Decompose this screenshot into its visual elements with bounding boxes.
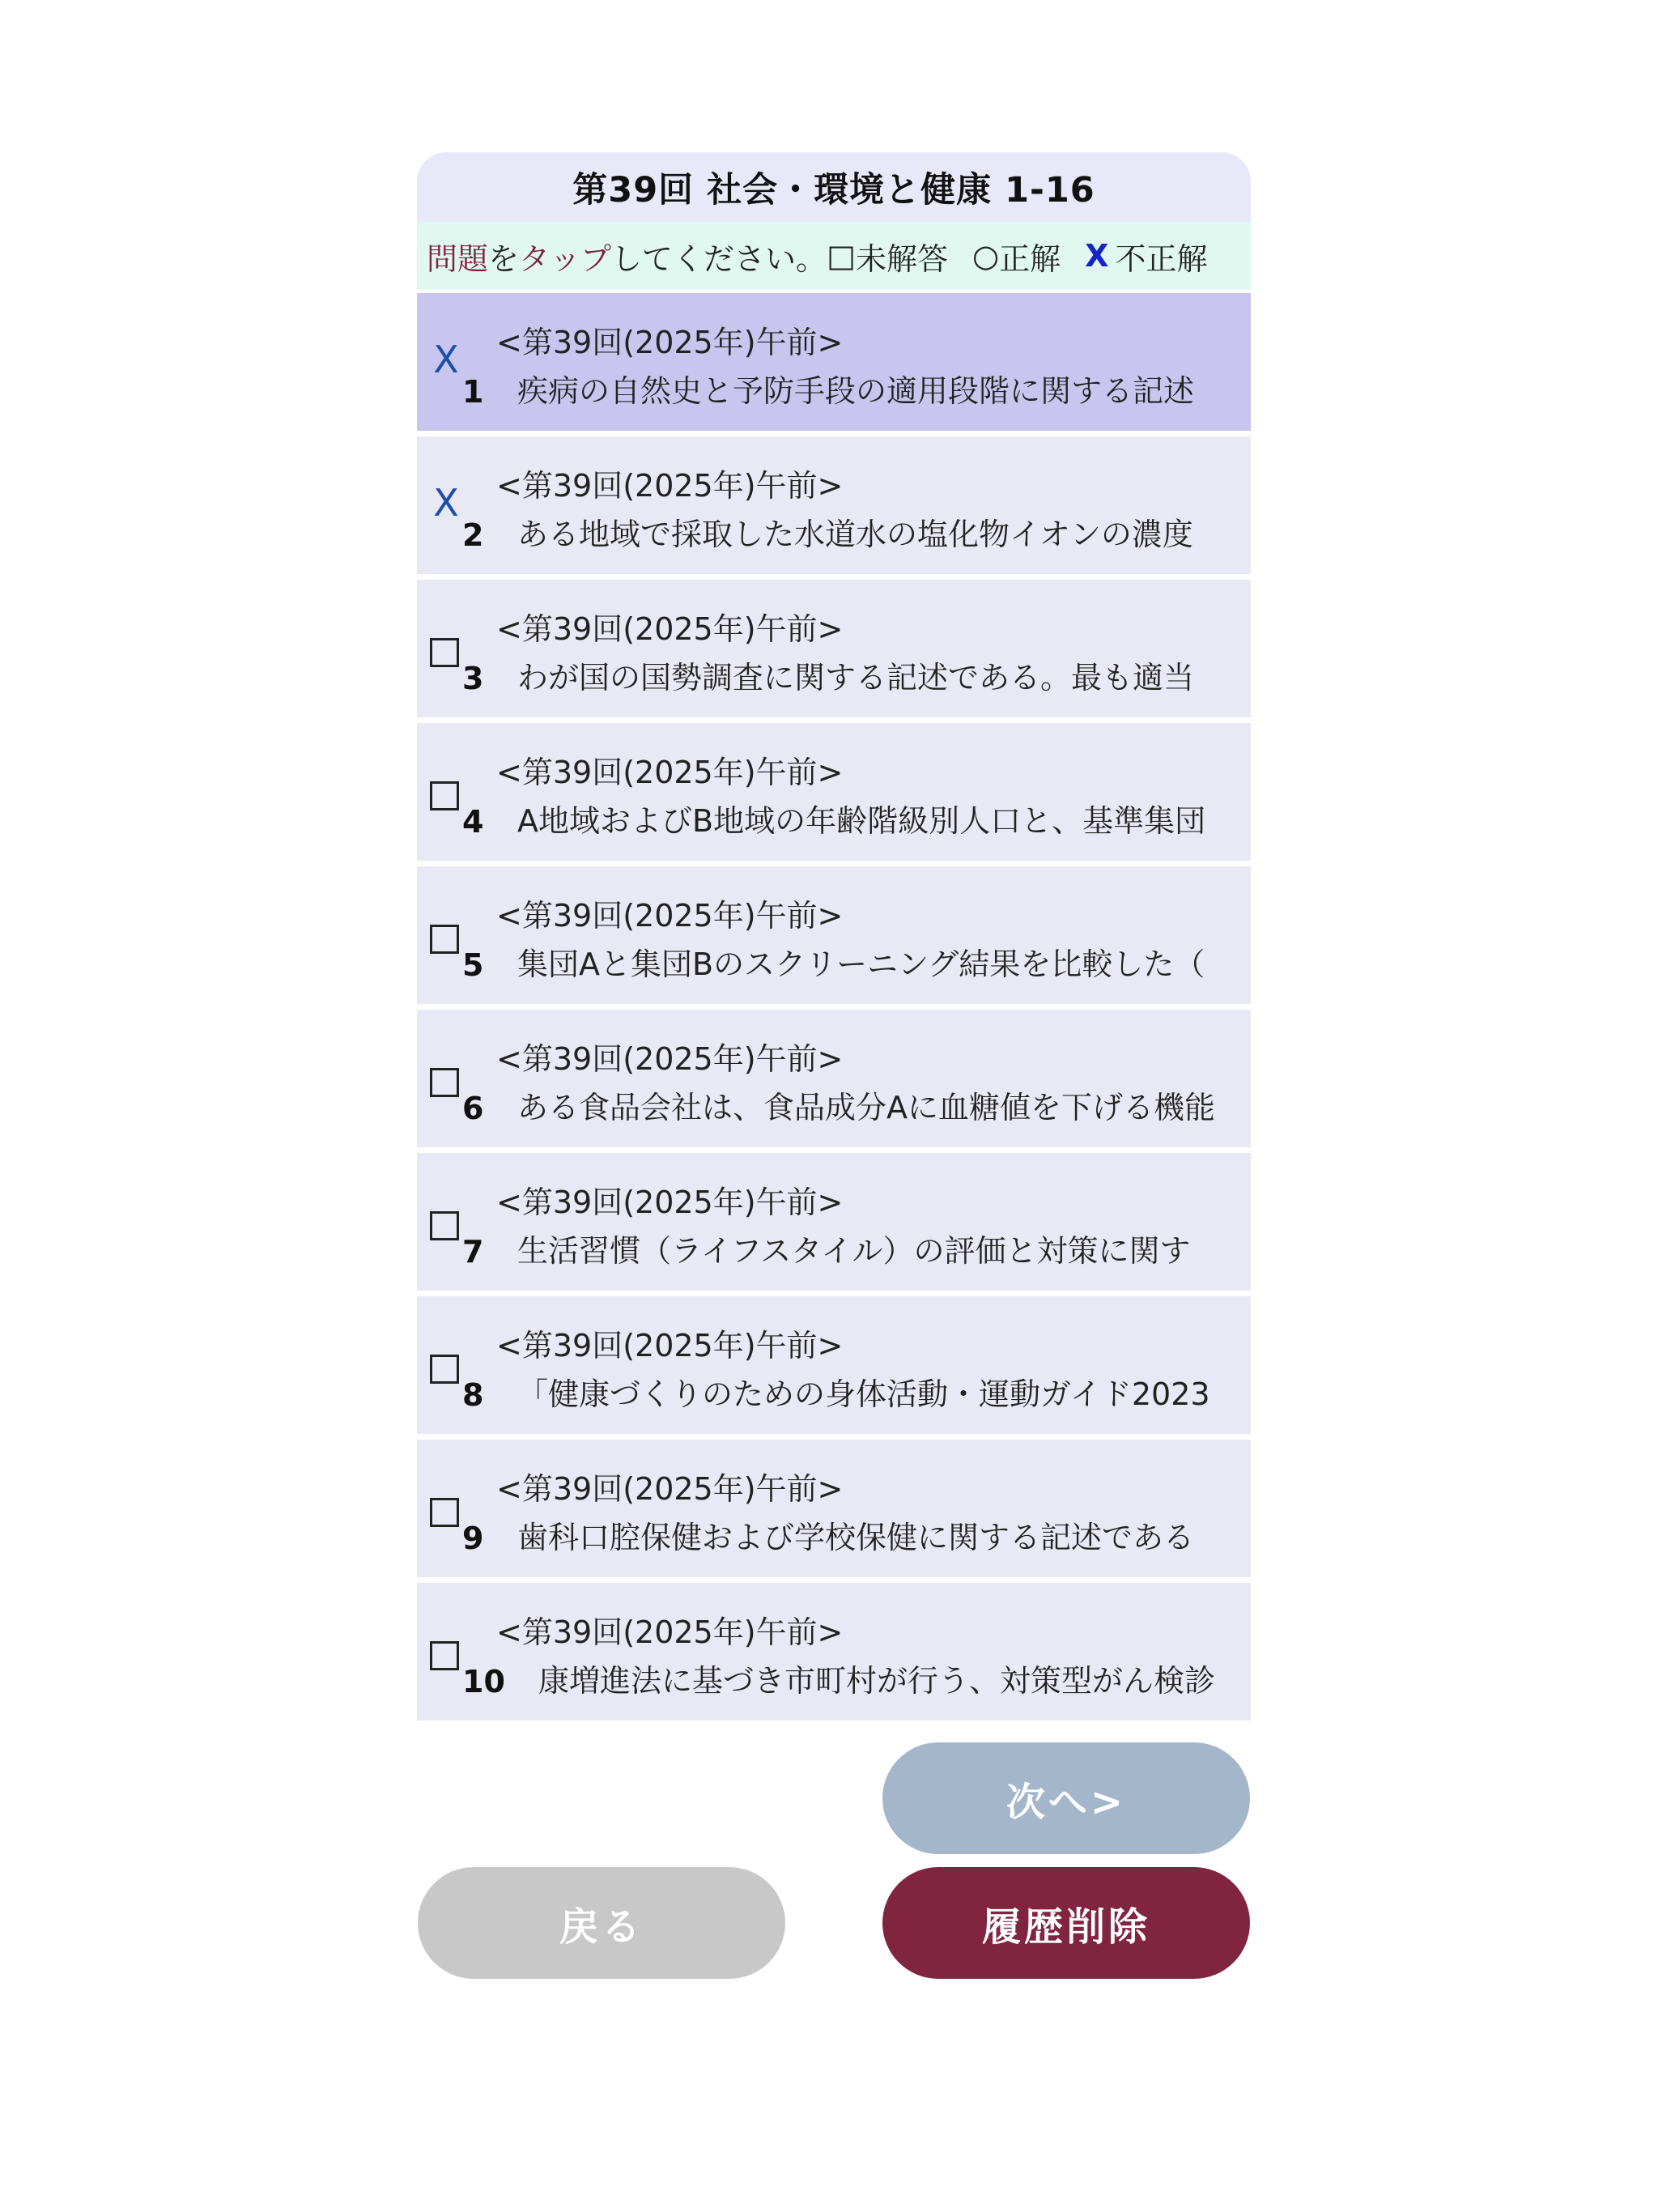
question-row[interactable] [417, 1440, 1251, 1577]
question-row[interactable] [417, 1153, 1251, 1291]
question-text: 集団Aと集団Bのスクリーニング結果を比較した（ [517, 946, 1205, 982]
unanswered-checkbox-icon [430, 1355, 459, 1384]
page-title: 第39回 社会・環境と健康 1-16 [417, 152, 1251, 222]
clear-history-button[interactable]: 履歴削除 [882, 1867, 1250, 1979]
unanswered-icon: □ [827, 238, 856, 274]
legend-incorrect-label: 不正解 [1115, 240, 1208, 277]
question-number: 2 [462, 517, 484, 553]
question-header: <第39回(2025年)午前> [496, 1614, 844, 1650]
correct-icon: ○ [971, 238, 1000, 274]
question-list [417, 293, 1251, 1721]
question-row[interactable] [417, 436, 1251, 574]
question-panel [417, 152, 1251, 1726]
question-text: 生活習慣（ライフスタイル）の評価と対策に関す [517, 1233, 1191, 1269]
legend-unanswered-label: 未解答 [855, 240, 948, 277]
question-row[interactable] [417, 723, 1251, 861]
incorrect-x-icon: X [433, 481, 459, 525]
question-header: <第39回(2025年)午前> [496, 1041, 844, 1077]
question-row[interactable] [417, 1296, 1251, 1434]
question-number: 10 [462, 1664, 505, 1699]
legend-correct-label: 正解 [999, 240, 1061, 277]
legend-text-question: 問題 [427, 240, 489, 277]
question-row[interactable] [417, 1010, 1251, 1147]
unanswered-checkbox-icon [430, 1498, 459, 1527]
question-text: ある地域で採取した水道水の塩化物イオンの濃度 [517, 517, 1193, 552]
question-text: A地域およびB地域の年齢階級別人口と、基準集団 [517, 803, 1206, 839]
question-number: 5 [462, 947, 484, 983]
question-text: ある食品会社は、食品成分Aに血糖値を下げる機能 [517, 1090, 1215, 1125]
unanswered-checkbox-icon [430, 1211, 459, 1240]
question-text: 康増進法に基づき市町村が行う、対策型がん検診 [538, 1663, 1216, 1699]
question-text: 「健康づくりのための身体活動・運動ガイド2023 [517, 1376, 1210, 1412]
question-number: 8 [462, 1377, 484, 1413]
question-number: 4 [462, 804, 484, 840]
next-button[interactable]: 次へ> [882, 1742, 1250, 1854]
legend-text-particle: を [488, 240, 520, 277]
question-header: <第39回(2025年)午前> [496, 1471, 844, 1507]
question-text: 歯科口腔保健および学校保健に関する記述である [517, 1520, 1195, 1555]
question-row[interactable] [417, 293, 1251, 431]
back-button[interactable]: 戻る [418, 1867, 785, 1979]
legend-bar [417, 222, 1251, 290]
question-text: 疾病の自然史と予防手段の適用段階に関する記述 [517, 373, 1195, 409]
question-row[interactable] [417, 580, 1251, 717]
question-text: わが国の国勢調査に関する記述である。最も適当 [517, 660, 1195, 696]
unanswered-checkbox-icon [430, 925, 459, 954]
legend-text-instruction: してください。 [611, 240, 827, 277]
question-header: <第39回(2025年)午前> [496, 611, 844, 647]
question-number: 6 [462, 1091, 484, 1126]
question-row[interactable] [417, 866, 1251, 1004]
question-number: 9 [462, 1521, 484, 1556]
question-header: <第39回(2025年)午前> [496, 898, 844, 934]
unanswered-checkbox-icon [430, 638, 459, 667]
question-number: 7 [462, 1234, 484, 1270]
unanswered-checkbox-icon [430, 781, 459, 810]
question-header: <第39回(2025年)午前> [496, 1185, 844, 1220]
incorrect-icon: X [1085, 238, 1109, 274]
question-row[interactable] [417, 1583, 1251, 1721]
question-number: 3 [462, 661, 484, 696]
question-header: <第39回(2025年)午前> [496, 1328, 844, 1363]
question-header: <第39回(2025年)午前> [496, 325, 844, 360]
question-header: <第39回(2025年)午前> [496, 755, 844, 790]
question-header: <第39回(2025年)午前> [496, 468, 844, 504]
legend-text-tap: タップ [519, 240, 612, 277]
unanswered-checkbox-icon [430, 1068, 459, 1097]
question-number: 1 [462, 374, 484, 410]
incorrect-x-icon: X [433, 338, 459, 381]
unanswered-checkbox-icon [430, 1641, 459, 1670]
